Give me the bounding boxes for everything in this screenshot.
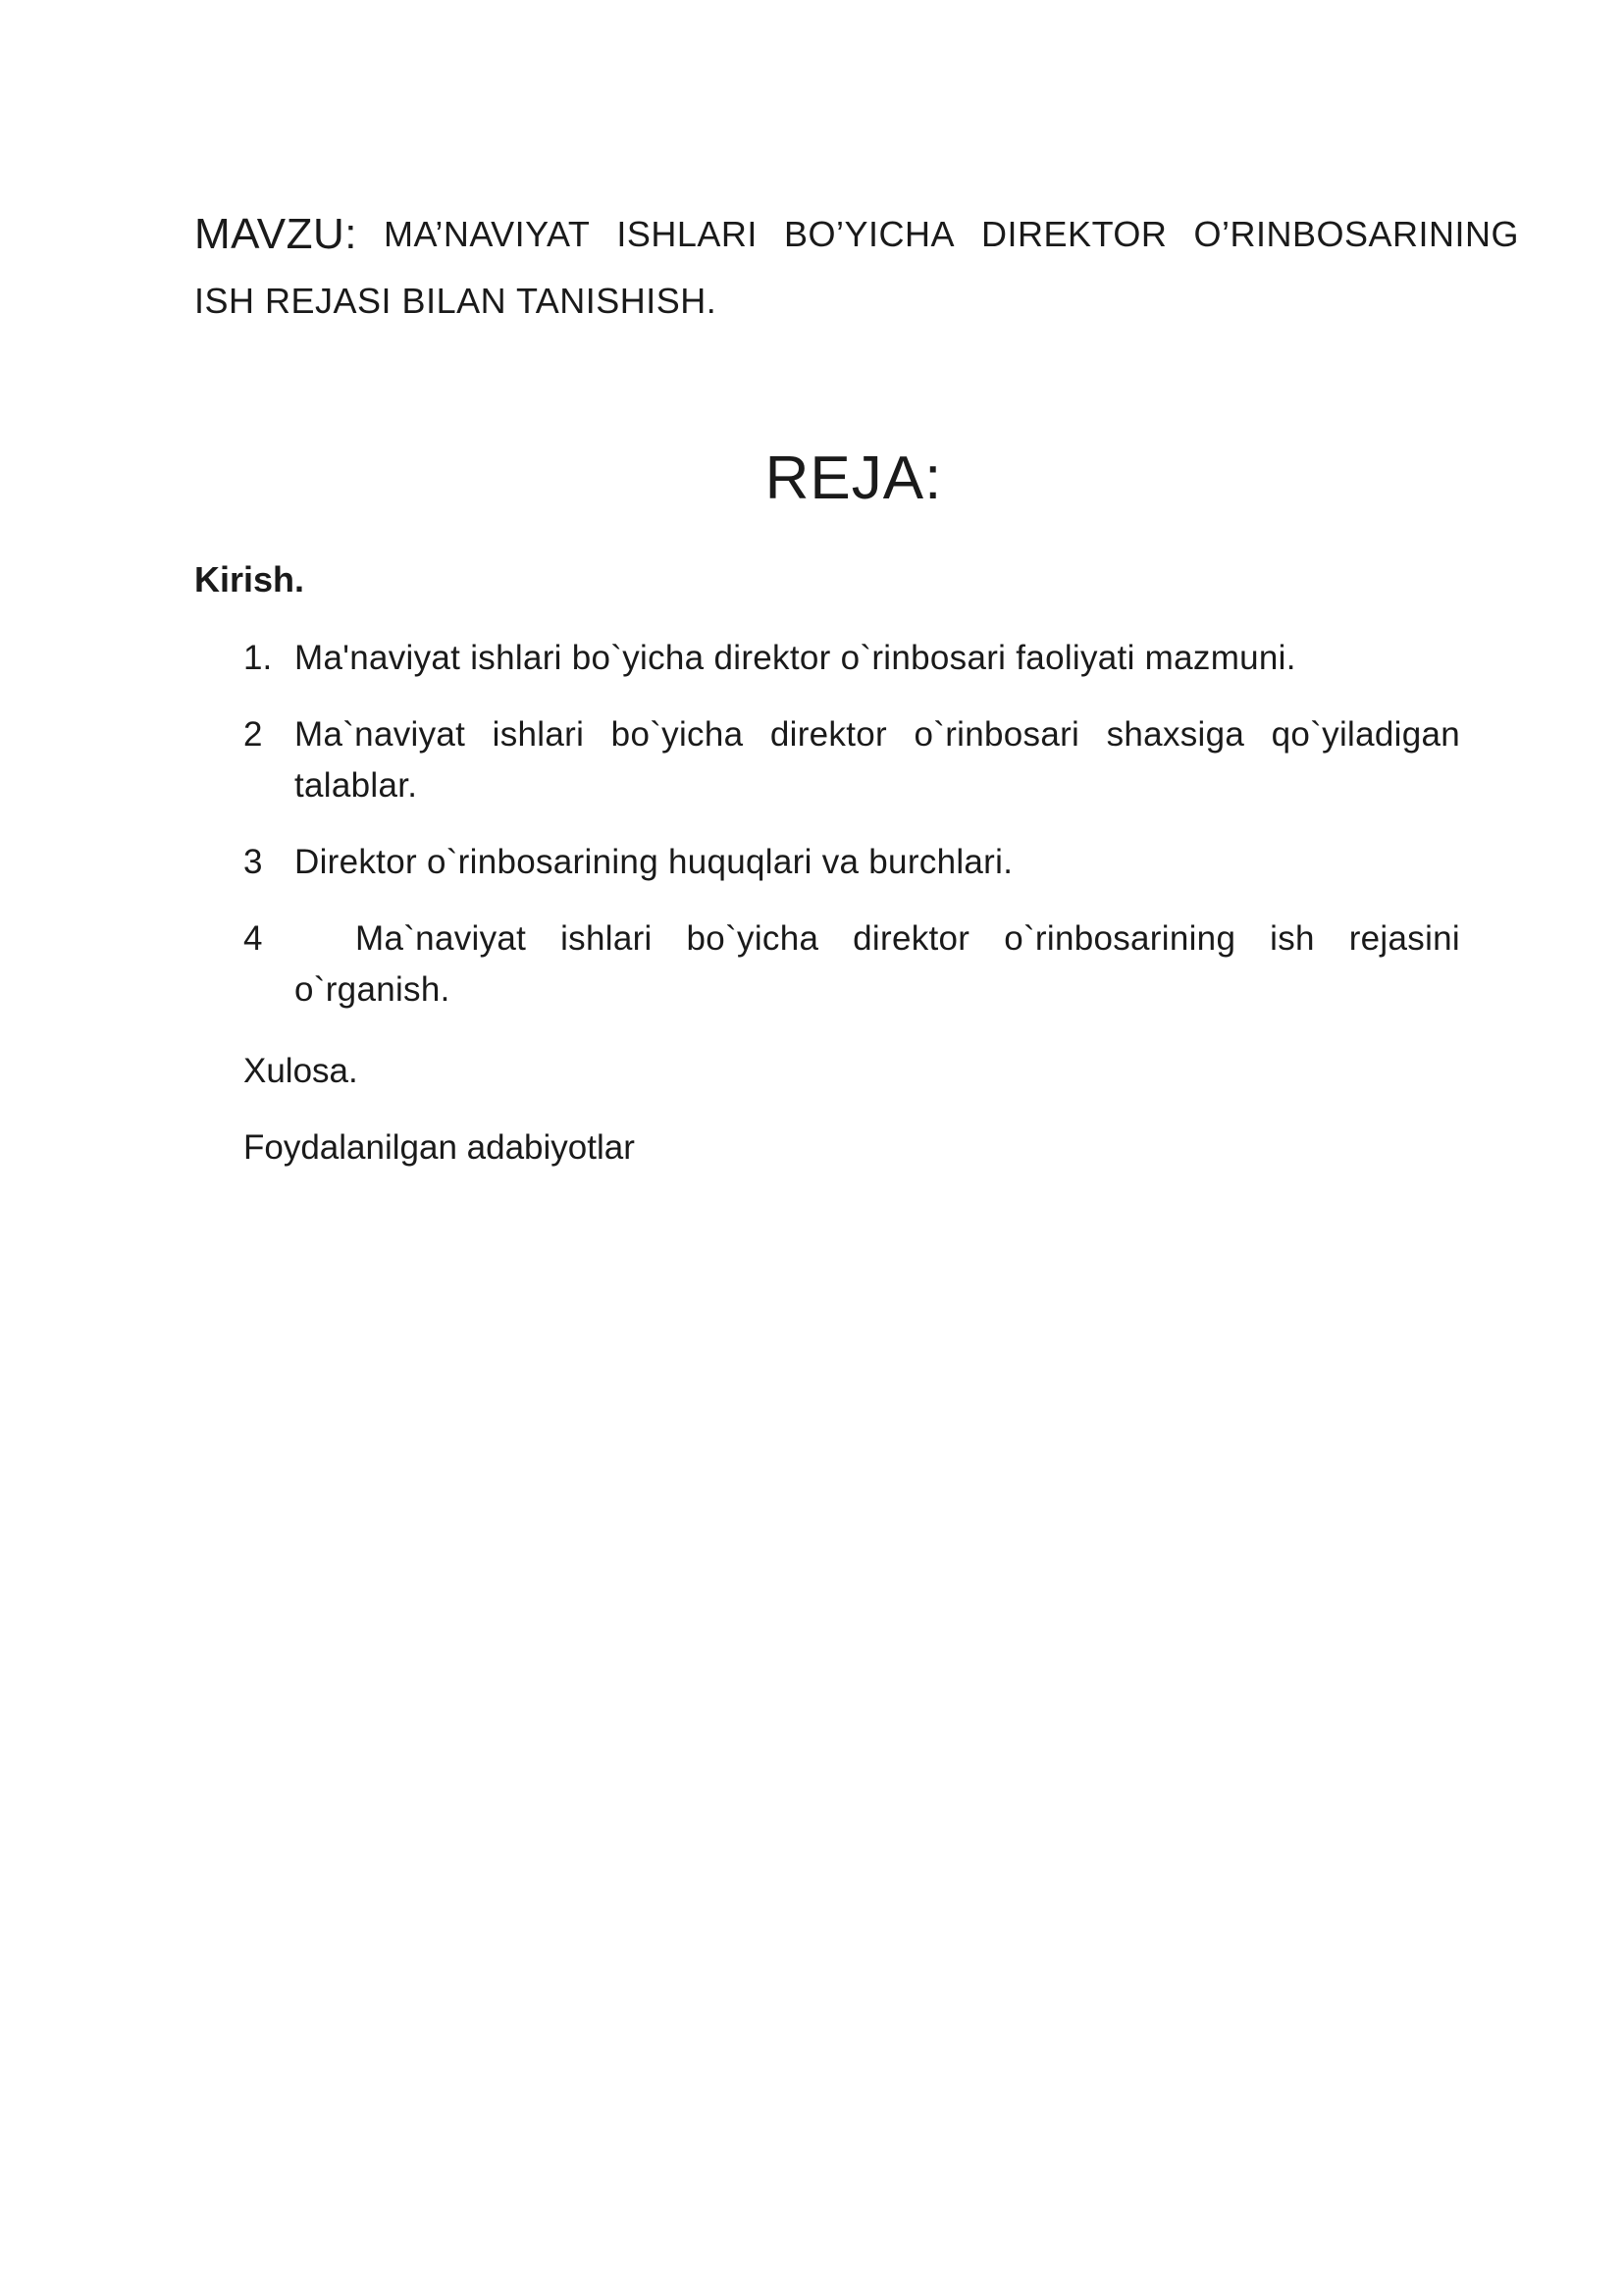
topic-word: MA’NAVIYAT — [384, 214, 591, 254]
list-item-number: 2 — [243, 715, 263, 754]
list-item-text: Direktor o`rinbosarining huquqlari va burchlari. — [294, 843, 1014, 881]
topic-line-2: ISH REJASI BILAN TANISHISH. — [194, 281, 717, 321]
topic-block — [194, 201, 1519, 335]
topic-line-1 — [194, 201, 1519, 268]
plan-conclusion: Xulosa. — [243, 1052, 358, 1090]
list-item — [243, 837, 1460, 888]
list-item-text: Ma'naviyat ishlari bo`yicha direktor o`rinbosari faoliyati mazmuni. — [294, 639, 1296, 677]
plan-heading: REJA: — [764, 444, 943, 512]
plan-intro: Kirish. — [194, 559, 305, 600]
plan-references: Foydalanilgan adabiyotlar — [243, 1128, 635, 1167]
list-item — [243, 709, 1460, 811]
topic-word: ISHLARI — [616, 214, 758, 254]
topic-label: MAVZU: — [194, 210, 357, 258]
topic-word: BO’YICHA — [783, 214, 956, 254]
list-item — [243, 633, 1460, 684]
list-item-number: 3 — [243, 843, 263, 881]
list-item-text: Ma`naviyat ishlari bo`yicha direktor o`rinbosari shaxsiga qo`yiladigan talablar. — [294, 715, 1460, 805]
topic-word: DIREKTOR — [981, 214, 1168, 254]
list-item — [243, 913, 1460, 1016]
topic-word: O’RINBOSARINING — [1193, 214, 1519, 254]
list-item-number: 4 — [243, 919, 263, 958]
list-item-number: 1. — [243, 639, 273, 677]
list-item-text: Ma`naviyat ishlari bo`yicha direktor o`rinbosarining ish rejasini o`rganish. — [294, 919, 1460, 1009]
plan-list — [243, 633, 1460, 1041]
